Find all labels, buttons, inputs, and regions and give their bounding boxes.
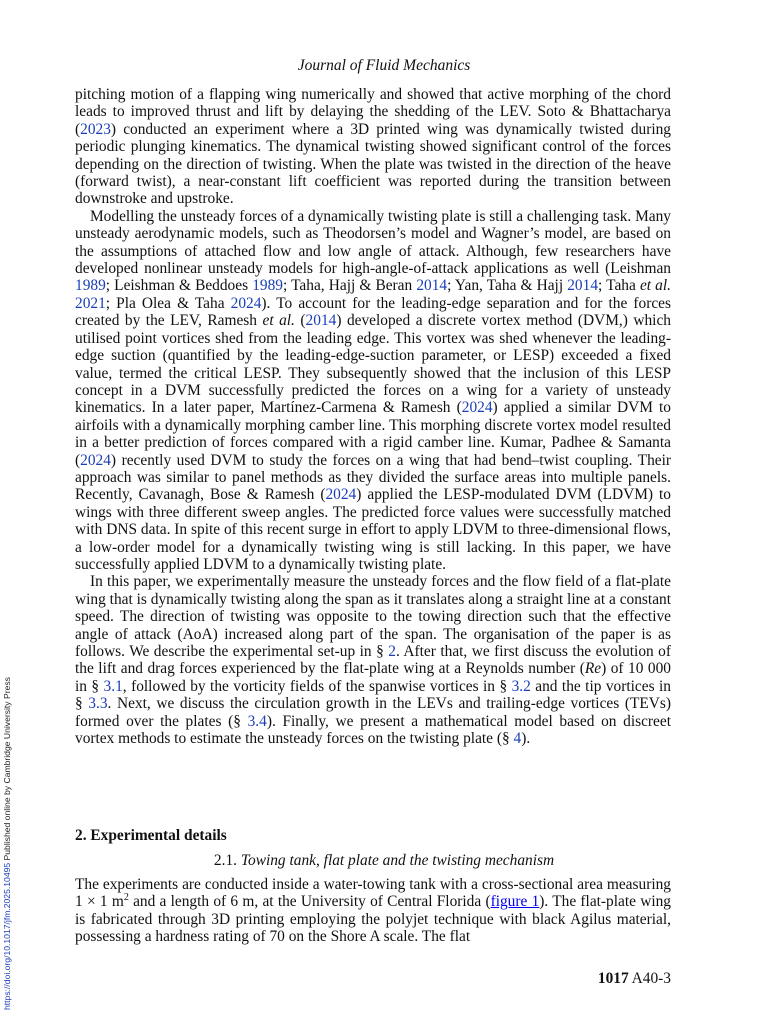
text-run: ; Leishman & Beddoes: [105, 277, 253, 295]
text-run: Modelling the unsteady forces of a dynamically twisting plate is still a challenging task. Many unsteady aerodynamic models, such as Theodorsen’s model and Wagner’s model, are based on the assumptions of attached flow and low angle of attack. Although, few researchers have developed nonlinear unsteady models for high-angle-of-attack applications as well (Leishman: [75, 207, 671, 278]
citation-link[interactable]: 3.3: [88, 695, 108, 713]
italic-text: Re: [584, 660, 602, 678]
text-run: In this paper, we experimentally measure the unsteady forces and the flow field of a flat-plate wing that is dynamically twisting along the span as it translates along a straight line at a constant speed. The direction of twisting was opposite to the towing direction such that the effective angle of attack (AoA) increased along part of the span. The organisation of the paper is as follows. We describe the experimental set-up in §: [75, 573, 671, 660]
text-run: and the tip vortices in §: [75, 677, 671, 713]
text-run: ). To account for the leading-edge separation and for the forces created by the LEV, Ramesh: [75, 294, 671, 330]
text-run: . Next, we discuss the circulation growth in the LEVs and trailing-edge vortices (TEVs) formed over the plates (§: [75, 695, 671, 730]
citation-link[interactable]: 2024: [230, 294, 262, 312]
text-run: ) developed a discrete vortex method (DVM,) which utilised point vortices shed from the leading edge. This vortex was shed whenever the leading-edge suction (quantified by the leading-edge-suction parameter, or LESP) exceeded a fixed value, termed the critical LESP. They subsequently showed that the inclusion of this LESP concept in a DVM successfully predicted the forces on a wing for a variety of unsteady kinematics. In a later paper, Martínez-Carmena & Ramesh (: [75, 312, 671, 417]
superscript: 2: [123, 892, 129, 904]
subsection-title: Towing tank, flat plate and the twisting mechanism: [240, 852, 555, 869]
citation-link[interactable]: 1989: [75, 277, 106, 295]
text-run: ) conducted an experiment where a 3D printed wing was dynamically twisted during periodic plunging kinematics. The dynamical twisting showed significant control of the forces depending on the direction of twisting. When the plate was twisted in the direction of the heave (forward twist), a near-constant lift coefficient was reported during the transition between downstroke and upstroke.: [75, 120, 671, 208]
doi-link[interactable]: https://doi.org/10.1017/jfm.2025.10495: [2, 862, 12, 1010]
text-run: ) applied a similar DVM to airfoils with a dynamically morphing camber line. This morphing discrete vortex model resulted in a better prediction of forces compared with a rigid camber line. Kumar, Padhee & Samanta (: [75, 399, 671, 469]
italic-text: et al.: [639, 277, 671, 295]
text-run: pitching motion of a flapping wing numerically and showed that active morphing of the chord leads to improved thrust and lift by delaying the shedding of the LEV. Soto & Bhattacharya (: [75, 86, 671, 138]
paragraph-1: [75, 86, 671, 208]
volume-number: 1017: [597, 970, 629, 987]
citation-link[interactable]: 2024: [80, 451, 111, 469]
citation-link[interactable]: 2023: [80, 120, 111, 138]
citation-link[interactable]: 2014: [305, 312, 337, 330]
citation-link[interactable]: 2: [388, 643, 396, 660]
citation-link[interactable]: figure 1: [490, 893, 540, 911]
subsection-heading: [0, 852, 768, 870]
citation-link[interactable]: 2021: [75, 294, 106, 312]
text-run: ).: [521, 730, 531, 748]
paragraph-3: [75, 573, 671, 747]
body-text: [75, 86, 671, 747]
text-run: ). The flat-plate wing is fabricated through 3D printing employing the polyjet technique with black Agilus material, possessing a hardness rating of 70 on the Shore A scale. The flat: [75, 893, 671, 946]
text-run: ; Taha: [598, 277, 640, 295]
citation-link[interactable]: 2014: [567, 277, 599, 295]
citation-link[interactable]: 3.1: [103, 677, 123, 695]
page-footer: [598, 970, 671, 988]
text-run: . After that, we first discuss the evolution of the lift and drag forces experienced by the flat-plate wing at a Reynolds number (: [75, 643, 671, 678]
article-number: A40-3: [631, 970, 671, 987]
paragraph-2: [75, 208, 671, 574]
text-run: ; Taha, Hajj & Beran: [282, 277, 417, 295]
side-note: [2, 677, 12, 1010]
text-run: ; Yan, Taha & Hajj: [447, 277, 568, 295]
text-run: ). Finally, we present a mathematical model based on discreet vortex methods to estimate the unsteady forces on the twisting plate (§: [75, 712, 671, 748]
text-run: , followed by the vorticity fields of the spanwise vortices in §: [122, 677, 512, 695]
citation-link[interactable]: 4: [513, 730, 522, 748]
text-run: ) applied the LESP-modulated DVM (LDVM) to wings with three different sweep angles. The predicted force values were successfully matched with DNS data. In spite of this recent surge in effort to apply LDVM to three-dimensional flows, a low-order model for a dynamically twisting wing is still lacking. In this paper, we have successfully applied LDVM to a dynamically twisting plate.: [75, 486, 671, 573]
citation-link[interactable]: 2024: [325, 486, 357, 504]
citation-link[interactable]: 2024: [461, 399, 493, 417]
text-run: ) of 10 000 in §: [75, 660, 671, 695]
citation-link[interactable]: 3.2: [511, 677, 531, 695]
subsection-number: 2.1.: [213, 852, 237, 869]
paragraph-4: [75, 876, 671, 946]
text-run: ) recently used DVM to study the forces on a wing that had bend–twist coupling. Their approach was similar to panel methods as they divided the surface areas into multiple panels. Recently, Cavanagh, Bose & Ramesh (: [75, 451, 671, 504]
body-text-section-2: [75, 876, 671, 946]
text-run: The experiments are conducted inside a water-towing tank with a cross-sectional area measuring 1 × 1 m: [75, 876, 671, 911]
citation-link[interactable]: 2014: [416, 277, 448, 295]
italic-text: et al.: [262, 312, 295, 330]
publisher-note: Published online by Cambridge University Press: [2, 677, 12, 863]
section-heading: 2. Experimental details: [75, 827, 227, 844]
text-run: and a length of 6 m, at the University of Central Florida (: [128, 893, 491, 911]
text-run: (: [294, 312, 306, 330]
citation-link[interactable]: 1989: [252, 277, 283, 295]
citation-link[interactable]: 3.4: [247, 712, 267, 730]
text-run: ; Pla Olea & Taha: [105, 294, 231, 312]
running-head: Journal of Fluid Mechanics: [297, 57, 471, 74]
